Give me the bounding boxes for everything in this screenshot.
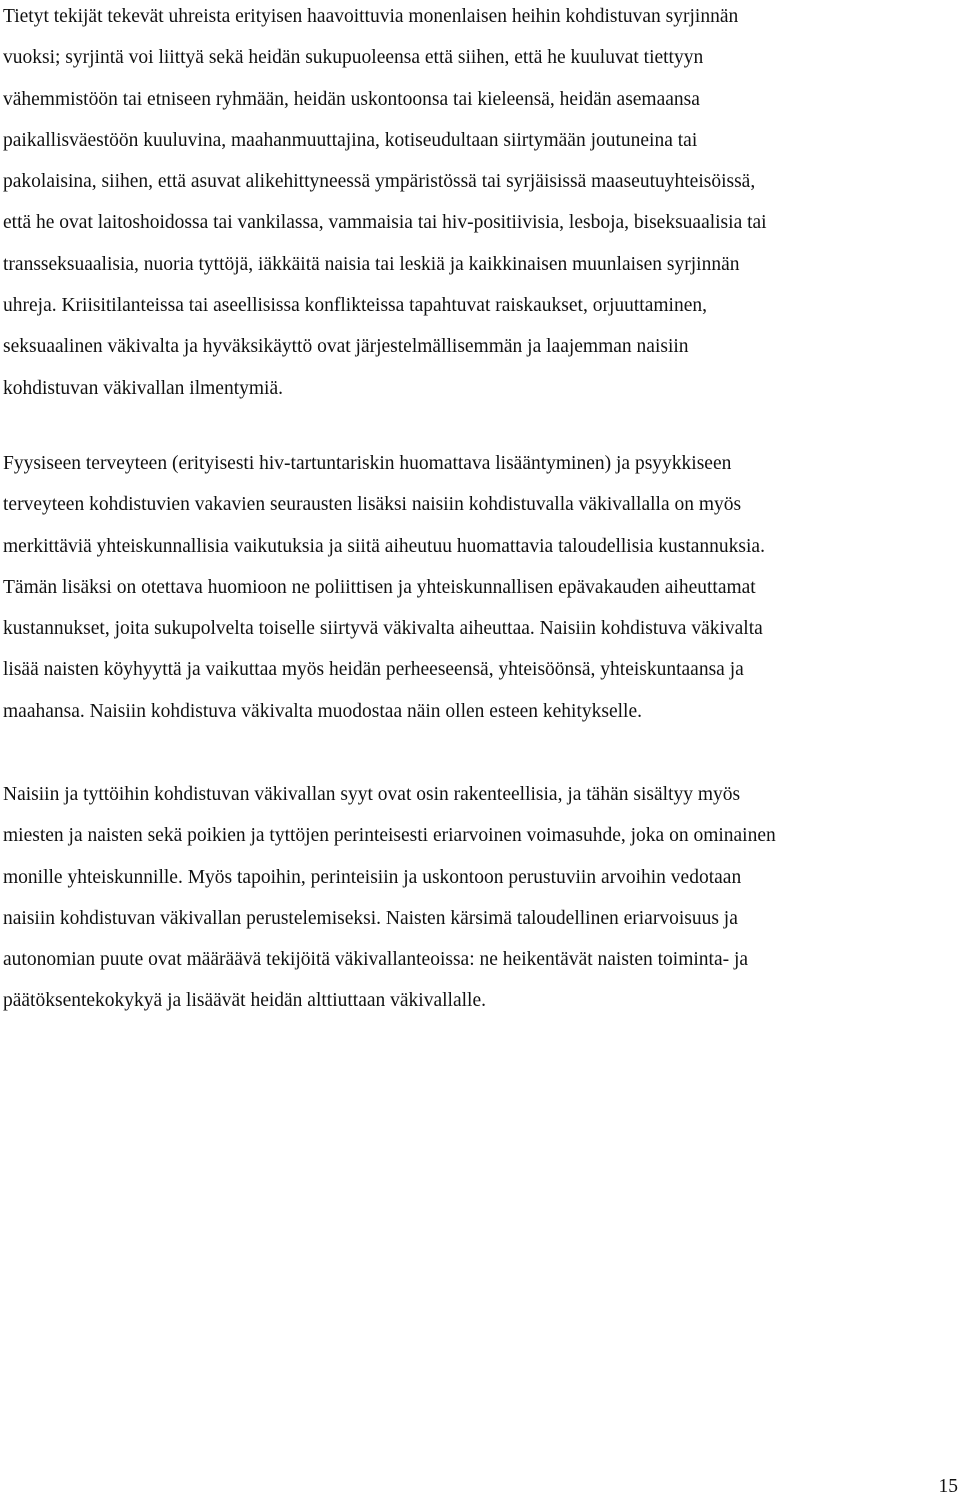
text-line: paikallisväestöön kuuluvina, maahanmuuttajina, kotiseudultaan siirtymään joutuneina tai: [3, 129, 698, 151]
paragraph-3: [3, 774, 776, 1022]
text-line: kohdistuvan väkivallan ilmentymiä.: [3, 377, 283, 399]
text-line: terveyteen kohdistuvien vakavien seurausten lisäksi naisiin kohdistuvalla väkivallalla on myös: [3, 494, 742, 516]
text-line: seksuaalinen väkivalta ja hyväksikäyttö ovat järjestelmällisemmän ja laajemman naisiin: [3, 336, 689, 358]
text-line: Naisiin ja tyttöihin kohdistuvan väkivallan syyt ovat osin rakenteellisia, ja tähän sisältyy myös: [3, 784, 741, 805]
text-line: vähemmistöön tai etniseen ryhmään, heidän uskontoonsa tai kieleensä, heidän asemaansa: [3, 88, 700, 110]
text-line: naisiin kohdistuvan väkivallan perustelemiseksi. Naisten kärsimä taloudellinen eriarvoisuus ja: [3, 907, 738, 929]
text-line: kustannukset, joita sukupolvelta toiselle siirtyvä väkivalta aiheuttaa. Naisiin kohdistuva väkivalta: [3, 618, 763, 640]
text-line: pakolaisina, siihen, että asuvat alikehittyneessä ympäristössä tai syrjäisissä maaseutuyhteisöissä,: [3, 171, 756, 193]
paragraph-2: [3, 443, 765, 732]
page-number: 15: [938, 1476, 958, 1497]
text-line: päätöksentekokykyä ja lisäävät heidän alttiuttaan väkivallalle.: [3, 990, 486, 1012]
text-line: lisää naisten köyhyyttä ja vaikuttaa myös heidän perheeseensä, yhteisöönsä, yhteiskuntaansa ja: [3, 659, 744, 681]
text-line: Tietyt tekijät tekevät uhreista erityisen haavoittuvia monenlaisen heihin kohdistuvan syrjinnän: [3, 6, 739, 27]
text-line: autonomian puute ovat määräävä tekijöitä väkivallanteoissa: ne heikentävät naisten toiminta- ja: [3, 949, 749, 971]
text-line: merkittäviä yhteiskunnallisia vaikutuksia ja siitä aiheutuu huomattavia taloudellisia kustannuksia.: [3, 535, 765, 557]
text-line: monille yhteiskunnille. Myös tapoihin, perinteisiin ja uskontoon perustuviin arvoihin vedotaan: [3, 866, 742, 888]
text-line: uhreja. Kriisitilanteissa tai aseellisissa konflikteissa tapahtuvat raiskaukset, orjuuttaminen,: [3, 295, 707, 317]
text-line: Tämän lisäksi on otettava huomioon ne poliittisen ja yhteiskunnallisen epävakauden aiheuttamat: [3, 576, 756, 598]
text-line: maahansa. Naisiin kohdistuva väkivalta muodostaa näin ollen esteen kehitykselle.: [3, 700, 642, 722]
text-line: miesten ja naisten sekä poikien ja tyttöjen perinteisesti eriarvoinen voimasuhde, joka on ominainen: [3, 825, 776, 847]
text-line: vuoksi; syrjintä voi liittyä sekä heidän sukupuoleensa että siihen, että he kuuluvat tiettyyn: [3, 47, 704, 69]
text-line: transseksuaalisia, nuoria tyttöjä, iäkkäitä naisia tai leskiä ja kaikkinaisen muunlaisen syrjinnän: [3, 253, 740, 275]
text-line: että he ovat laitoshoidossa tai vankilassa, vammaisia tai hiv-positiivisia, lesboja, biseksuaalisia tai: [3, 212, 767, 234]
paragraph-1: [3, 0, 767, 409]
text-line: Fyysiseen terveyteen (erityisesti hiv-tartuntariskin huomattava lisääntyminen) ja psyykkiseen: [3, 453, 732, 474]
